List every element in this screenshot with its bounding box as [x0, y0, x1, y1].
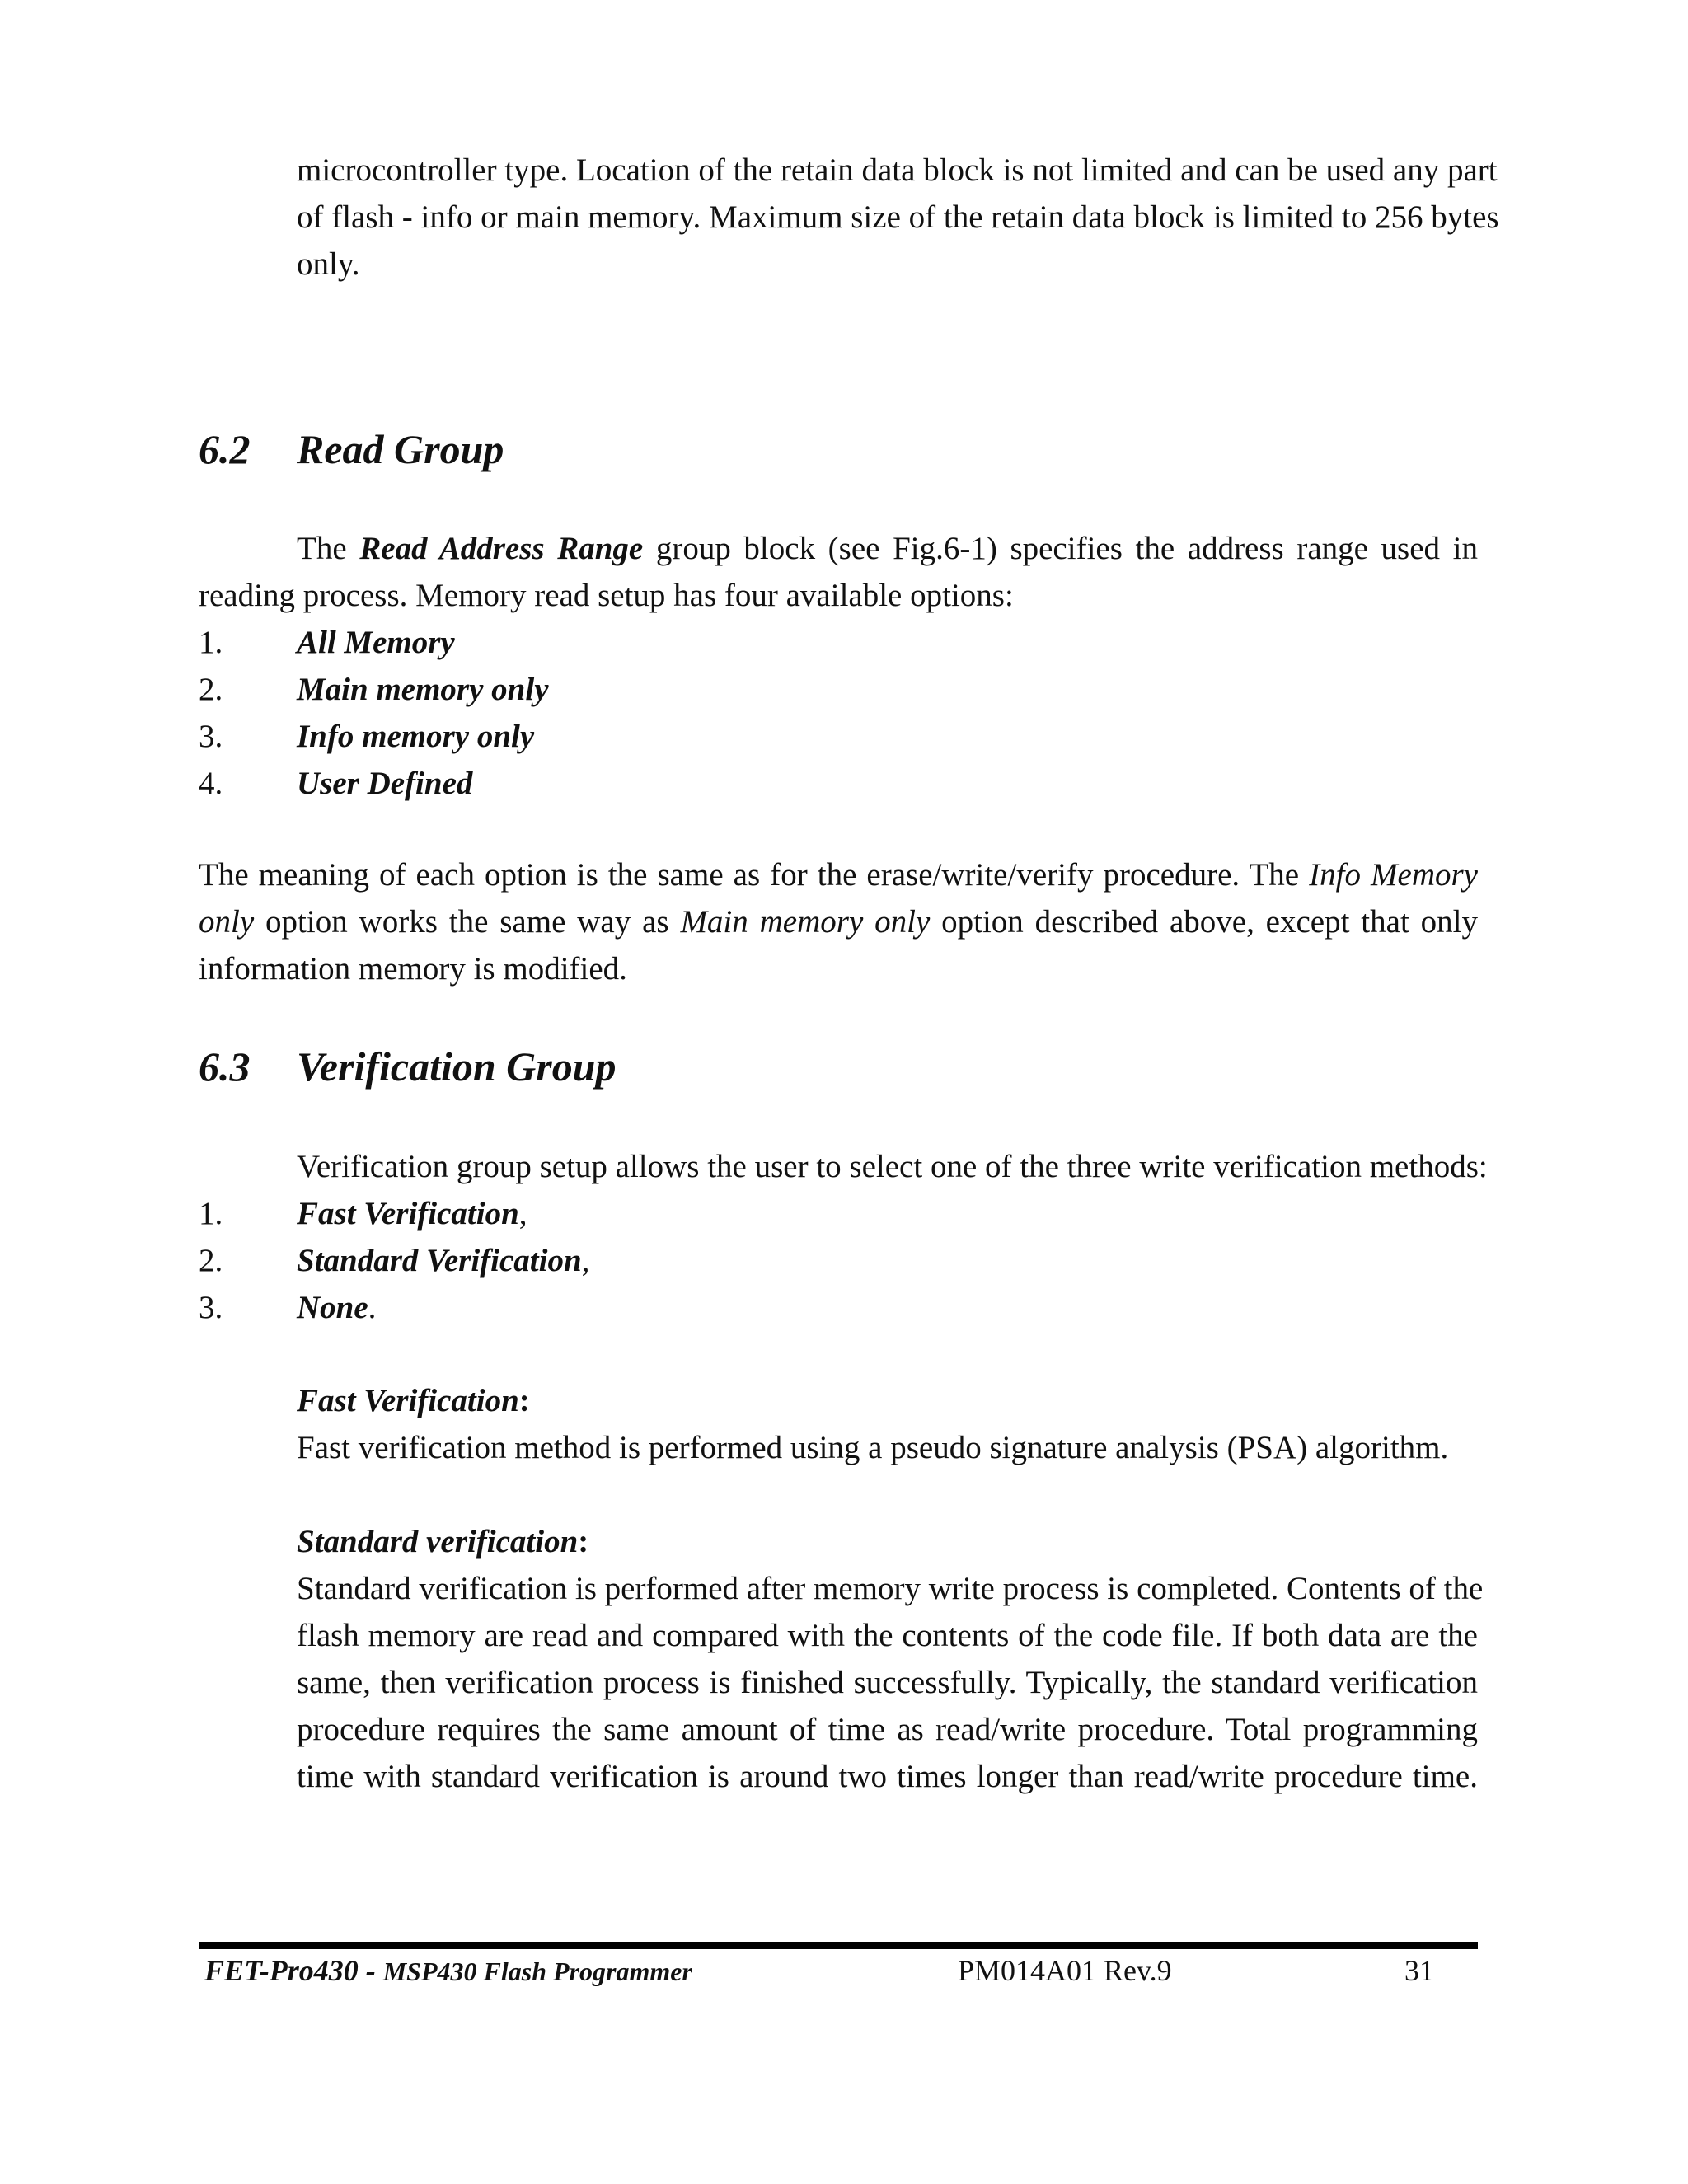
section-number: 6.3 [199, 1043, 251, 1090]
fast-verification-text: Fast verification method is performed using a pseudo signature analysis (PSA) algorithm. [297, 1430, 1449, 1465]
options-meaning-paragraph: The meaning of each option is the same as for the erase/write/verify procedure. The Info Memory only option works the same way as Main memory only option described above, except that only information memory is modified. [199, 857, 1478, 987]
read-options-list [199, 619, 1478, 807]
footer-doc-id: PM014A01 Rev.9 [958, 1954, 1172, 1987]
section-number: 6.2 [199, 426, 251, 472]
page-number: 31 [1404, 1954, 1434, 1987]
verification-methods-list [199, 1190, 1478, 1331]
fast-verification-heading: Fast Verification: [297, 1383, 530, 1418]
standard-verification-paragraph: Standard verification is performed after memory write process is completed. Contents of the flash memory are read and compared with the contents of the code file. If both data are the same, then verification process is finished successfully. Typically, the standard verification procedure requires the same amount of time as read/write procedure. Total programming time with standard verification is around two times longer than read/write procedure time. [297, 1571, 1484, 1794]
list-item: 3. None. [199, 1290, 377, 1325]
read-address-range-term: Read Address Range [359, 531, 644, 566]
read-group-line-1: The Read Address Range group block (see Fig.6-1) specifies the address range used in [297, 531, 1478, 566]
list-item: 2. Standard Verification, [199, 1243, 590, 1278]
section-heading-6-3 [199, 1043, 617, 1090]
list-item: 2. Main memory only [199, 672, 549, 707]
intro-line: of flash - info or main memory. Maximum size of the retain data block is limited to 256 bytes [297, 199, 1499, 235]
footer-product: FET-Pro430 - MSP430 Flash Programmer [204, 1954, 692, 1987]
list-item: 1. All Memory [199, 625, 455, 660]
verification-intro: Verification group setup allows the user to select one of the three write verification methods: [297, 1149, 1488, 1184]
read-group-paragraph-cont: reading process. Memory read setup has four available options: [199, 578, 1014, 613]
list-item: 3. Info memory only [199, 719, 535, 754]
intro-line: only. [297, 246, 360, 282]
standard-verification-heading: Standard verification: [297, 1524, 589, 1559]
section-title: Verification Group [297, 1043, 617, 1090]
read-group-paragraph [297, 525, 1478, 572]
section-heading-6-2 [199, 425, 504, 473]
list-item: 4. User Defined [199, 766, 473, 801]
list-item: 1. Fast Verification, [199, 1196, 528, 1231]
footer-divider [199, 1942, 1478, 1949]
section-title: Read Group [297, 426, 504, 472]
intro-line: microcontroller type. Location of the retain data block is not limited and can be used any part [297, 152, 1498, 188]
intro-paragraph [297, 147, 1499, 288]
